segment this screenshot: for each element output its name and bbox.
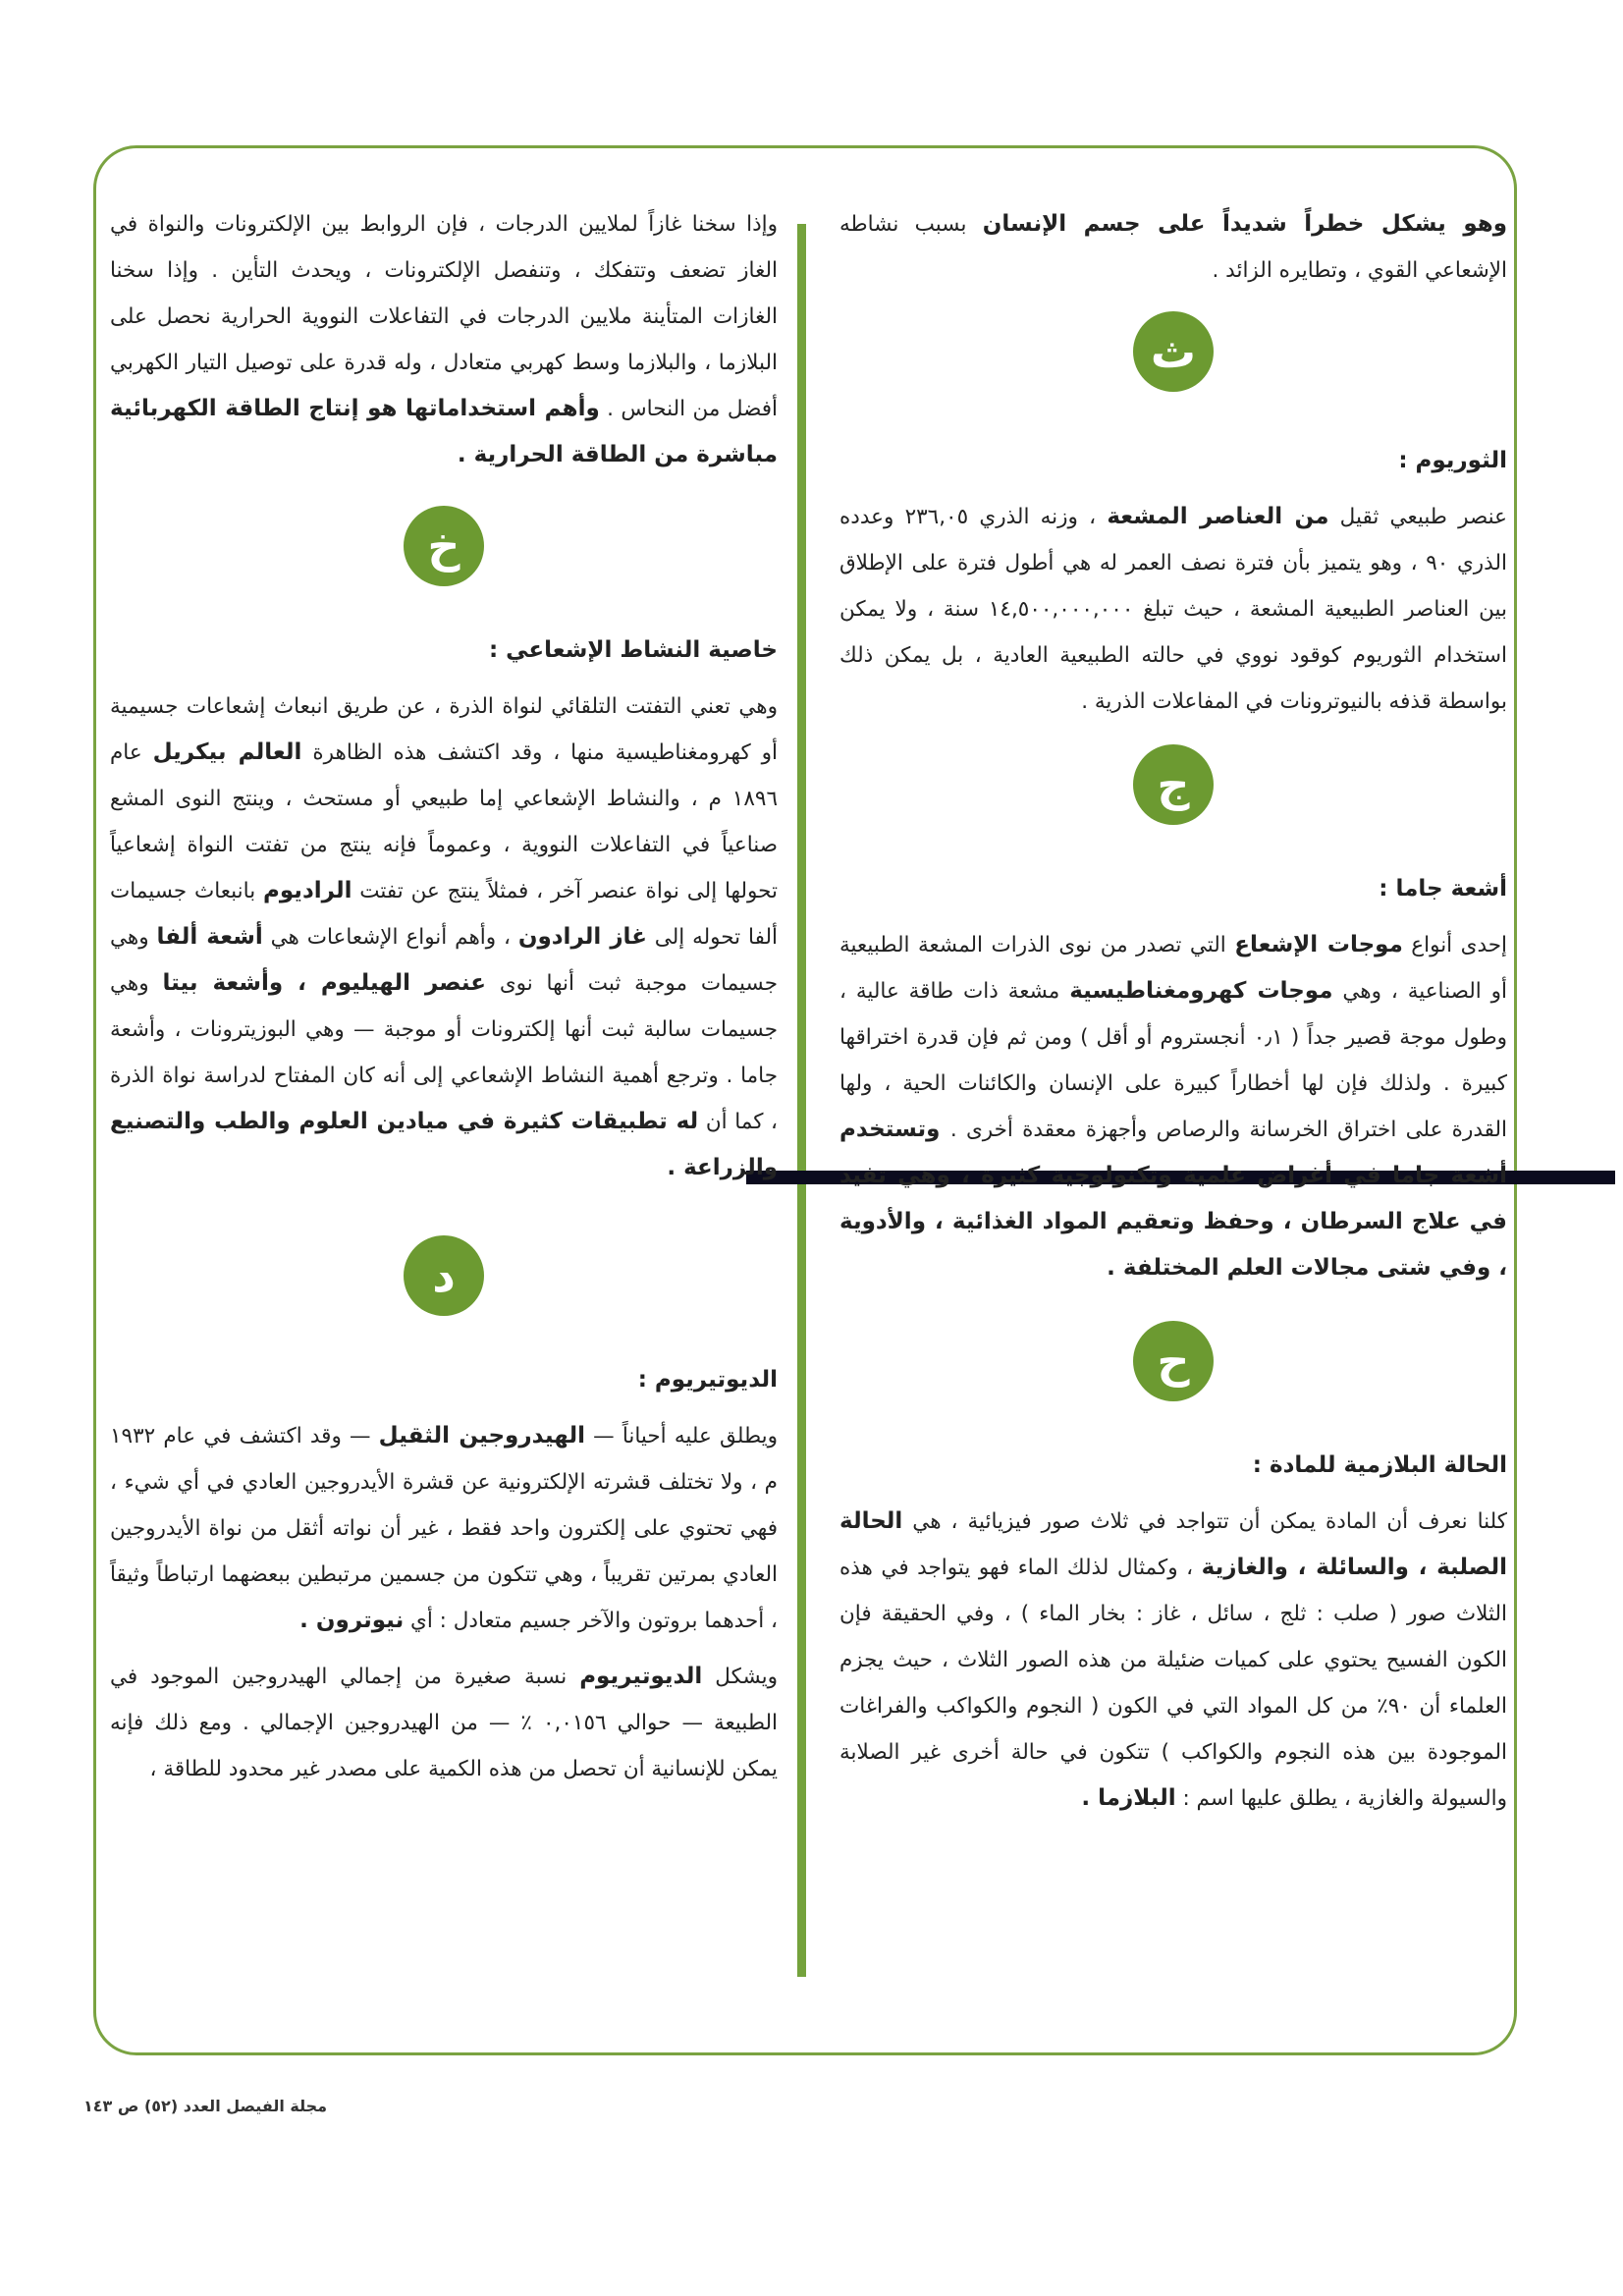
section-badge-jim xyxy=(839,744,1507,825)
plasma-heading: الحالة البلازمية للمادة : xyxy=(1252,1452,1507,1478)
radioactivity-heading: خاصية النشاط الإشعاعي : xyxy=(488,637,778,663)
column-divider xyxy=(797,224,806,1977)
section-badge-kha xyxy=(110,506,778,586)
letter-badge-icon: ج xyxy=(1133,744,1214,825)
thorium-paragraph: عنصر طبيعي ثقيل من العناصر المشعة ، وزنه الذري ٢٣٦,٠٥ وعدده الذري ٩٠ ، وهو يتميز بأن فترة نصف العمر له هي أطول فترة على الإطلاق بين العناصر الطبيعية المشعة ، حيث تبلغ ١٤,٥٠٠,٠٠٠,٠٠٠ سنة ، ولا يمكن استخدام الثوريوم كوقود نووي في حالته الطبيعية العادية ، بل يمكن ذلك بواسطة قذفه بالنيوترونات في المفاعلات الذرية . xyxy=(839,504,1507,714)
letter-badge-icon: د xyxy=(404,1235,484,1316)
section-badge-ha xyxy=(839,1321,1507,1401)
right-column xyxy=(839,201,1507,1831)
letter-badge-icon: ث xyxy=(1133,311,1214,392)
radioactivity-paragraph: وهي تعني التفتت التلقائي لنواة الذرة ، عن طريق انبعاث إشعاعات جسيمية أو كهرومغناطيسية منها ، وقد اكتشف هذه الظاهرة العالم بيكريل عام ١٨٩٦ م ، والنشاط الإشعاعي إما طبيعي أو مستحث ، وينتج النوى المشع صناعياً في التفاعلات النووية ، وعموماً فإنه ينتج من تفتت النواة إشعاعياً تحولها إلى نواة عنصر آخر ، فمثلاً ينتج عن تفتت الراديوم بانبعاث جسيمات ألفا تحوله إلى غاز الرادون ، وأهم أنواع الإشعاعات هي أشعة ألفا وهي جسيمات موجبة ثبت أنها نوى عنصر الهيليوم ، وأشعة بيتا وهي جسيمات سالبة ثبت أنها إلكترونات أو موجبة — وهي البوزيترونات ، وأشعة جاما . وترجع أهمية النشاط الإشعاعي إلى أنه كان المفتاح لدراسة نواة الذرة ، كما أن له تطبيقات كثيرة في ميادين العلوم والطب والتصنيع والزراعة . xyxy=(110,694,779,1180)
section-badge-tha xyxy=(839,311,1507,392)
gamma-heading: أشعة جاما : xyxy=(1379,876,1507,902)
letter-badge-icon: خ xyxy=(404,506,484,586)
deuterium-paragraph-1: ويطلق عليه أحياناً — الهيدروجين الثقيل — وقد اكتشف في عام ١٩٣٢ م ، ولا تختلف قشرته الإلكترونية عن قشرة الأيدروجين العادي في أي شيء ، فهي تحتوي على إلكترون واحد فقط ، غير أن نواته أثقل من نواة الأيدروجين العادي بمرتين تقريباً ، وهي تتكون من جسمين مرتبطين ببعضهما ارتباطاً وثيقاً ، أحدهما بروتون والآخر جسيم متعادل : أي نيوترون . xyxy=(110,1423,779,1633)
page-footer: مجلة الفيصل العدد (٥٢) ص ١٤٣ xyxy=(83,2097,328,2115)
plasma-continued-paragraph: وإذا سخنا غازاً لملايين الدرجات ، فإن الروابط بين الإلكترونات والنواة في الغاز تضعف وتتفكك ، وتنفصل الإلكترونات ، ويحدث التأين . وإذا سخنا الغازات المتأينة ملايين الدرجات في التفاعلات النووية الحرارية نحصل على البلازما ، والبلازما وسط كهربي متعادل ، وله قدرة على توصيل التيار الكهربي أفضل من النحاس . وأهم استخداماتها هو إنتاج الطاقة الكهربائية مباشرة من الطاقة الحرارية . xyxy=(110,212,779,467)
thorium-heading: الثوريوم : xyxy=(1398,448,1507,473)
intro-paragraph: وهو يشكل خطراً شديداً على جسم الإنسان بسبب نشاطه الإشعاعي القوي ، وتطايره الزائد . xyxy=(839,211,1507,283)
section-badge-dal xyxy=(110,1235,778,1316)
letter-badge-icon: ح xyxy=(1133,1321,1214,1401)
plasma-paragraph: كلنا نعرف أن المادة يمكن أن تتواجد في ثلاث صور فيزيائية ، هي الحالة الصلبة ، والسائلة ، والغازية ، وكمثال لذلك الماء فهو يتواجد في هذه الثلاث صور ( صلب : ثلج ، سائل ، غاز : بخار الماء ) ، وفي الحقيقة فإن الكون الفسيح يحتوي على كميات ضئيلة من هذه الصور الثلاث ، حيث يجزم العلماء أن ٩٠٪ من كل المواد التي في الكون ( النجوم والكواكب والفراغات الموجودة بين هذه النجوم والكواكب ) تتكون في حالة أخرى غير الصلابة والسيولة والغازية ، يطلق عليها اسم : البلازما . xyxy=(839,1508,1507,1811)
deuterium-heading: الديوتيريوم : xyxy=(637,1367,778,1393)
deuterium-paragraph-2: ويشكل الديوتيريوم نسبة صغيرة من إجمالي الهيدروجين الموجود في الطبيعة — حوالي ٠,٠١٥٦ ٪ — من الهيدروجين الإجمالي . ومع ذلك فإنه يمكن للإنسانية أن تحصل من هذه الكمية على مصدر غير محدود للطاقة ، xyxy=(110,1664,779,1781)
left-column xyxy=(110,201,778,1802)
gamma-paragraph: إحدى أنواع موجات الإشعاع التي تصدر من نوى الذرات المشعة الطبيعية أو الصناعية ، وهي موجات كهرومغناطيسية مشعة ذات طاقة عالية ، وطول موجة قصير جداً ( ٠٫١ أنجستروم أو أقل ) ومن ثم فإن قدرة اختراقها كبيرة . ولذلك فإن لها أخطاراً كبيرة على الإنسان والكائنات الحية ، ولها القدرة على اختراق الخرسانة والرصاص وأجهزة معقدة أخرى . وتستخدم أشعة جاما في أغراض علمية وتكنولوجية كثيرة ، وهي تفيد في علاج السرطان ، وحفظ وتعقيم المواد الغذائية ، والأدوية ، وفي شتى مجالات العلم المختلفة . xyxy=(839,932,1508,1281)
